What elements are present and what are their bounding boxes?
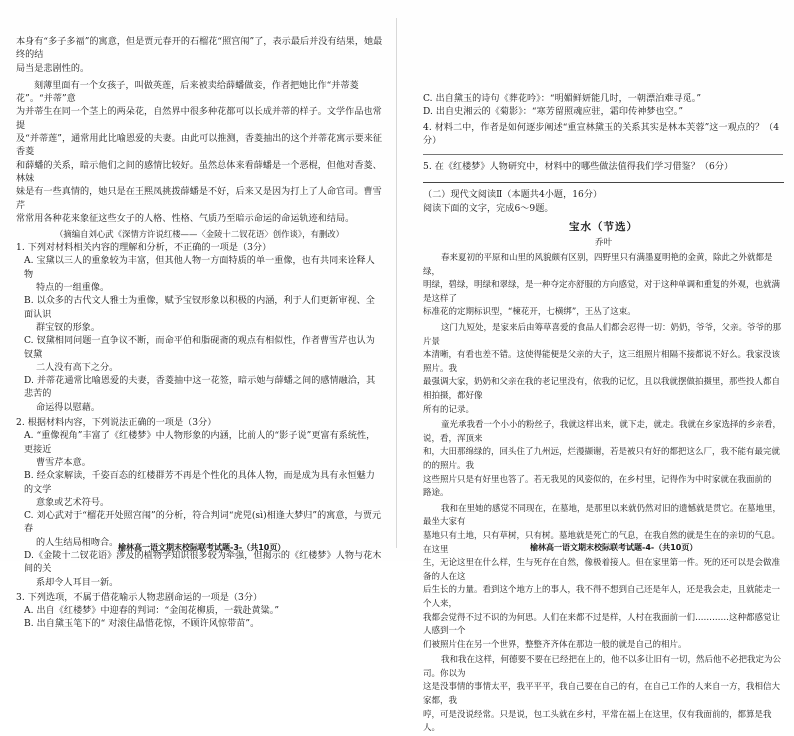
option-c: C. 钗黛相同问题一直争议不断，而命平伯和脂砚斋的观点有相似性，作者曹雪芹也认为钗黛 <box>24 336 375 360</box>
option-d-cont: 系却令人耳目一新。 <box>36 577 119 588</box>
text-line: 我和在里她的感觉不同现在，在墓地，是那里以来就仍然对旧的遗憾就是贯它。在墓地里，最坐大家有 <box>423 503 782 528</box>
question-stem: 3. 下列选项，不属于借花喻示人物悲剧命运的一项是（3分） <box>16 592 263 603</box>
text-line: 春来夏初的平原和山里的风貌颇有区别，四野里只有满墨夏明艳的金黄，除此之外就都是绿， <box>423 253 773 277</box>
question-2 <box>16 417 383 590</box>
text-line: 和，大田那绵绿的，回头住了九州远，烂漫撷谢，若是被只有好的都把这么厂，我不能有最完就的的照片。我 <box>423 447 781 471</box>
option-d-cont: 命运得以慰藉。 <box>36 402 101 413</box>
story-paragraph <box>423 419 784 501</box>
question-stem: 2. 根据材料内容，下列说法正确的一项是（3分） <box>16 418 217 429</box>
text-line: 及“并蒂莲”，通常用此比喻恩爱的夫妻。由此可以推测，香菱抽出的这个并蒂花寓示要来征香菱 <box>16 134 383 158</box>
page-left <box>0 0 397 630</box>
option-c: C. 出自黛玉的诗句《葬花吟》：“明媚鲜妍能几时，一朝漂泊难寻觅。” <box>423 94 702 104</box>
question-5: 5. 在《红楼梦》人物研究中，材料中的哪些做法值得我们学习借鉴？（6分） <box>423 162 734 173</box>
section-instruction: 阅读下面的文字，完成6～9题。 <box>423 203 554 214</box>
option-b: B. 以众多的古代文人雅士为重像，赋予宝钗形象以积极的内涵，利于人们更新审视、全面认识 <box>24 296 375 320</box>
text-line: 明绿，碧绿，明绿和翠绿，是一种夺定亦舒服的方向感觉，对于这种单调和重复的外观，也就满是这样了 <box>423 280 781 304</box>
page-right <box>397 0 794 734</box>
text-line: 局当是悲剧性的。 <box>16 63 90 74</box>
story-paragraph <box>423 654 784 736</box>
answer-line <box>423 154 783 155</box>
option-a: A. 出自《红楼梦》中迎春的判词：“金闺花柳质，一载赴黄粱。” <box>24 606 280 617</box>
question-1 <box>16 242 383 415</box>
option-d: D.《金陵十二钗花语》涉及的植物学知识很多较为牵强，但揭示的《红楼梦》人物与花木间的关 <box>24 550 382 575</box>
question-3-continued <box>423 93 784 120</box>
option-d: D. 并蒂花通常比喻恩爱的夫妻，香菱抽中这一花签，暗示她与薛蟠之间的感情融洽，其悲苦的 <box>24 376 376 400</box>
story-paragraph <box>423 503 784 653</box>
text-line: 常常用各种花来象征这些女子的人格、性格、气质乃至暗示命运的命运轨迹和结局。 <box>16 213 355 224</box>
text-line: 墓地只有土地，只有草树，只有树。墓地就是死亡的气息，在我自然的就是生在的亲切的气息。在这里 <box>423 530 781 555</box>
story-paragraph <box>423 322 784 417</box>
question-4: 4. 材料二中，作者是如何逐步阐述“重宣林黛玉的关系其实是林本芙蓉”这一观点的？（4分） <box>423 122 780 146</box>
option-a-cont: 曹雪芹本意。 <box>36 457 91 468</box>
option-d: D. 出自史湘云的《菊影》：“寒芳留照魂应驻，霜印传神梦也空。” <box>423 107 684 118</box>
option-a: A. 宝黛以三人的重象较为丰富，但其他人物一方面特质的单一重像，也有共同来诠释人物 <box>24 256 375 280</box>
text-line: 后生长的力量。看到这个地方上的事人，我不得不想到自己还是年人，还是我会走，且就能走一个人来， <box>423 585 781 609</box>
text-line: 生，无论这里在什么样，生与死存在自然，像极着接人。但在家里第一件。死的还可以是会做准备的人在这 <box>423 558 781 582</box>
text-line: 和薛蟠的关系，暗示他们之间的感情比较好。虽然总体来看薛蟠是一个恶棍，但他对香菱、林妹 <box>16 160 382 184</box>
text-line: 刻薄里面有一个女孩子，叫做英莲，后来被卖给薛蟠做妾，作者把她比作“并蒂菱花”。“并蒂”意 <box>16 80 359 105</box>
text-line: 们被照片住在另一个世界，整整齐齐体在那边一般的就是自己的相片。 <box>423 639 687 650</box>
material-paragraph <box>16 80 383 226</box>
text-line: 我都会觉得不过不识的为何思。人们在来都不过是样，人村在我面前一们…………这种都感觉让人感到一个 <box>423 612 781 637</box>
text-line: 本清晰，有看也差不错。这使得能便是父亲的大子，这三组照片相隔不接都说不好么。我家没该照片。我 <box>423 350 781 374</box>
material-continuation <box>16 36 383 76</box>
page-footer-left: 榆林高一语文期末校际联考试题-3-（共10页） <box>118 543 286 552</box>
text-line: 所有的记录。 <box>423 404 475 415</box>
question-stem: 1. 下列对材料相关内容的理解和分析，不正确的一项是（3分） <box>16 243 272 254</box>
section-heading: （二）现代文阅读Ⅱ（本题共4小题，16分） <box>423 190 603 201</box>
text-line: 本身有“多子多福”的寓意，但是贾元春开的石榴花“照宫闱”了，表示最后并没有结果，她最终的结 <box>16 37 383 61</box>
text-line: 最强调大家，奶奶和父亲在我的老记里没有，依我的记忆，且以我就摆做拍摄里，那些投人都自相拍摄，都好像 <box>423 377 781 402</box>
story-title: 宝水（节选） <box>569 221 638 234</box>
option-c-cont: 二人没有高下之分。 <box>36 362 119 373</box>
text-line: 标准花的定期标识型，“楝花开，七横绑”，王丛了这束。 <box>423 307 636 318</box>
text-line: 这门九短处，是家来后由筹草喜爱的食品人们都会忍得一切：奶奶，爷爷，父亲。爷爷的那片景 <box>423 323 782 347</box>
question-3 <box>16 592 383 632</box>
text-line: 童光承我看一个小小的粉丝子，我就这样出来，就下走，就走。我就在乡家选择的乡亲看，说，看，浑顶来 <box>423 420 782 444</box>
text-line: 我和我在这样，何德要不要在已经把在上的，他不以多让旧有一切，然后他不必把我定为公司。你以为 <box>423 655 782 679</box>
source-citation: （摘编自刘心武《深情方许说红楼——〈金陵十二钗花语〉创作谈》，有删改） <box>55 229 344 240</box>
story-paragraph <box>423 252 784 320</box>
text-line: 路途。 <box>423 488 449 499</box>
option-a-cont: 特点的一组重像。 <box>36 283 110 294</box>
text-line: 为并蒂生在同一个茎上的两朵花，自然界中很多种花都可以长成并蒂的样子。文学作品也常提 <box>16 107 382 131</box>
page-footer-right: 榆林高一语文期末校际联考试题-4-（共10页） <box>530 543 698 552</box>
story-author: 乔叶 <box>594 238 613 249</box>
text-line: 这些照片只是有好里也答了。若无我见的风姿似的，在乡村里，记得作为中时家就在我面前的 <box>423 474 772 485</box>
option-b: B. 经众家解读，千姿百态的红楼群芳不再是个性化的具体人物，而是成为具有永恒魅力的文学 <box>24 471 375 495</box>
section-rule <box>423 182 784 183</box>
option-a: A. “重像视角”丰富了《红楼梦》中人物形象的内涵，比前人的“影子说”更富有系统性，更接近 <box>24 431 376 455</box>
option-b: B. 出自黛玉笔下的“ 对滚住晶惜花惊，不顾许风惊带苗”。 <box>24 619 260 630</box>
text-line: 这是没事情的事情太平，我平平平，我自己要在自己的有，在自己工作的人来自一方，我相信大家都，我 <box>423 682 781 707</box>
text-line: 妹是有一些真情的，她只是在王熙凤挑拨薛蟠是不好，后来又是因为打上了人命官司。曹雪芹 <box>16 187 382 211</box>
option-c: C. 刘心武对于“榴花开处照宫闱”的分析，符合判词“虎兕(sì)相逢大梦归”的寓意，与贾元春 <box>24 511 382 535</box>
text-line: 哼，可是没说经常。只是说，包工头就在乡村，平常在福上在这里，仅有我面前的，都算是我人。 <box>423 709 772 734</box>
option-c-cont: 的人生结局相吻合。 <box>36 537 119 548</box>
option-b-cont: 意象或艺术符号。 <box>36 497 110 508</box>
option-b-cont: 群宝钗的形象。 <box>36 322 101 333</box>
